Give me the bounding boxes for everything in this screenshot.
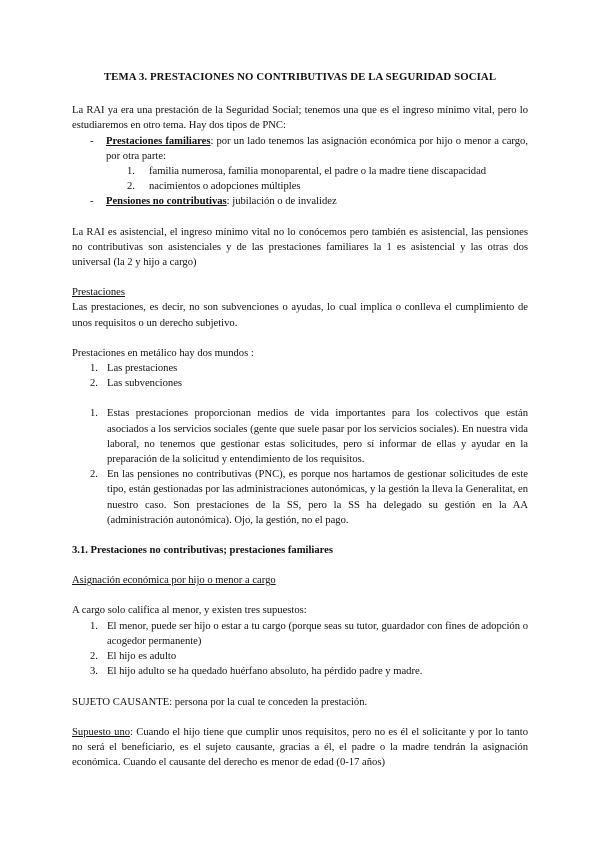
section-heading: 3.1. Prestaciones no contributivas; prestaciones familiares xyxy=(72,545,333,557)
list-item xyxy=(72,649,528,664)
intro-paragraph: La RAI ya era una prestación de la Seguridad Social; tenemos una que es el ingreso mínimo vital, pero lo estudiaremos en otro tema. Hay dos tipos de PNC: xyxy=(72,105,528,132)
sujeto-causante: SUJETO CAUSANTE: persona por la cual te conceden la prestación. xyxy=(72,696,368,708)
item-number: 3. xyxy=(90,666,98,678)
a-cargo-intro: A cargo solo califica al menor, y existen tres supuestos: xyxy=(72,605,307,617)
rai-paragraph: La RAI es asistencial, el ingreso mínimo vital no lo conócemos pero también es asistencial, las pensiones no contributivas son asistenciales y de las prestaciones familiares la 1 es asistencial y las otras dos universal (la 2 y hijo a cargo) xyxy=(72,226,528,269)
item-text: En las pensiones no contributivas (PNC), es porque nos hartamos de gestionar solicitudes de este tipo, están gestionadas por las administraciones autonómicas, y la gestión la lleva la Generalitat, en nuestro caso. Son prestaciones de la SS, pero la SS ha delegado su gestión en la AA (administración autonómica). Ojo, la gestión, no el pago. xyxy=(107,469,528,526)
asignacion-heading: Asignación económica por hijo o menor a cargo xyxy=(72,575,276,587)
supuesto-uno-paragraph xyxy=(72,725,528,771)
item-number: 1. xyxy=(90,363,98,375)
mundos-list xyxy=(72,361,528,391)
item-text: nacimientos o adopciones múltiples xyxy=(149,181,301,193)
item-number: 1. xyxy=(90,408,98,420)
item-number: 2. xyxy=(90,378,98,390)
supuesto-uno-label: Supuesto uno xyxy=(72,726,131,738)
list-item xyxy=(72,467,528,528)
list-item xyxy=(106,164,528,179)
list-item xyxy=(72,376,528,391)
prestaciones-heading: Prestaciones xyxy=(72,287,125,299)
pnc-type-text: : por un lado tenemos las asignación económica por hijo o menor a cargo, por otra parte: xyxy=(106,135,528,162)
list-item xyxy=(106,179,528,194)
mundos-detail-list xyxy=(72,406,528,528)
item-number: 2. xyxy=(90,651,98,663)
item-number: 1. xyxy=(127,166,135,178)
item-text: Las subvenciones xyxy=(107,378,183,390)
list-item xyxy=(72,194,528,209)
pnc-types-list xyxy=(72,134,528,210)
item-text: El hijo adulto se ha quedado huérfano absoluto, ha pérdido padre y madre. xyxy=(107,666,423,678)
item-text: familia numerosa, familia monoparental, el padre o la madre tiene discapacidad xyxy=(149,166,487,178)
item-text: Las prestaciones xyxy=(107,363,178,375)
list-item xyxy=(72,664,528,679)
item-number: 1. xyxy=(90,620,98,632)
supuesto-uno-text: : Cuando el hijo tiene que cumplir unos requisitos, pero no es él el solicitante y por lo tanto no será el beneficiario, es el sujeto causante, gracias a él, el padre o la madre tendrán la asignación económica. Cuando el causante del derecho es menor de edad (0-17 años) xyxy=(72,726,528,769)
item-number: 2. xyxy=(90,469,98,481)
item-text: El hijo es adulto xyxy=(107,651,177,663)
document-title: TEMA 3. PRESTACIONES NO CONTRIBUTIVAS DE LA SEGURIDAD SOCIAL xyxy=(103,71,497,83)
pnc-type-label: Prestaciones familiares xyxy=(106,135,211,147)
dash-bullet: - xyxy=(90,196,94,208)
pnc-type-text: : jubilación o de invalidez xyxy=(226,196,337,208)
metalico-intro: Prestaciones en metálico hay dos mundos : xyxy=(72,347,254,359)
list-item xyxy=(72,619,528,649)
list-item xyxy=(72,406,528,467)
item-number: 2. xyxy=(127,181,135,193)
supuestos-list xyxy=(72,619,528,680)
list-item xyxy=(72,361,528,376)
item-text: El menor, puede ser hijo o estar a tu cargo (porque seas su tutor, guardador con fines de adopción o acogedor permanente) xyxy=(107,620,528,647)
familiares-sublist xyxy=(106,164,528,194)
list-item xyxy=(72,134,528,195)
prestaciones-paragraph: Las prestaciones, es decir, no son subvenciones o ayudas, lo cual implica o conlleva el cumplimiento de unos requisitos o un derecho subjetivo. xyxy=(72,302,528,329)
item-text: Estas prestaciones proporcionan medios de vida importantes para los colectivos que están asociados a los servicios sociales (gente que suele pasar por los servicios sociales). En nuestra vida laboral, no tenemos que gestionar estas solicitudes, pero sí informar de ellas y ayudar en la preparación de la solicitud y entendimiento de los requisitos. xyxy=(107,408,528,466)
pnc-type-label: Pensiones no contributivas xyxy=(106,196,227,208)
dash-bullet: - xyxy=(90,135,94,147)
